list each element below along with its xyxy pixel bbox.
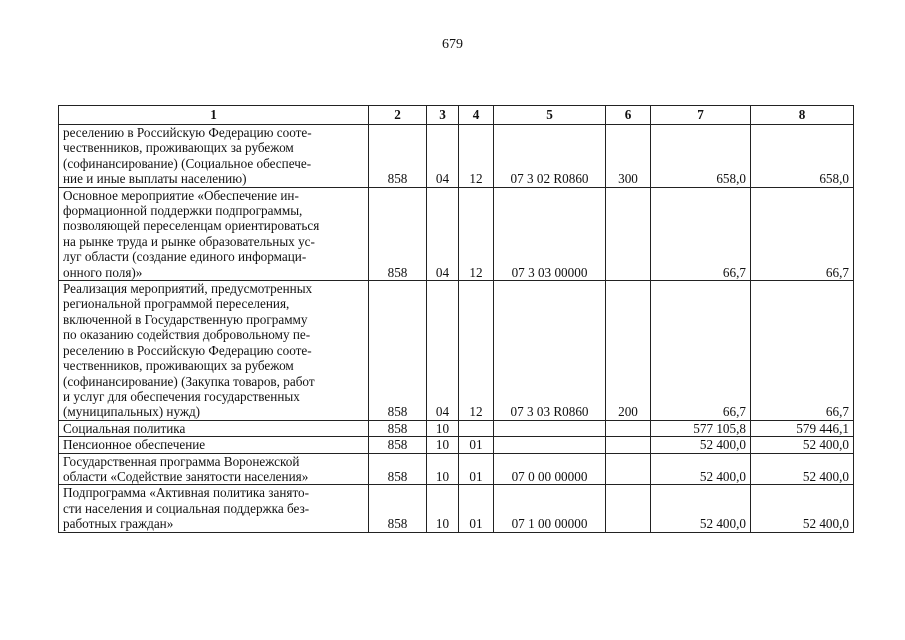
header-col-6: 6 — [606, 106, 651, 125]
item-name-line: сти населения и социальная поддержка без- — [63, 500, 310, 516]
cell-subsection: 12 — [459, 281, 494, 421]
item-name-line: Пенсионное обеспечение — [63, 437, 206, 453]
cell-amount-year1: 52 400,0 — [651, 437, 751, 453]
cell-amount-year1: 52 400,0 — [651, 453, 751, 485]
item-name-line: реселению в Российскую Федерацию сооте- — [63, 125, 312, 140]
cell-section: 04 — [427, 187, 459, 280]
item-name-line: Подпрограмма «Активная политика занято- — [63, 485, 310, 501]
item-name-line: формационной поддержки подпрограммы, — [63, 203, 303, 219]
cell-amount-year1: 577 105,8 — [651, 420, 751, 436]
cell-amount-year2: 658,0 — [751, 125, 854, 188]
header-col-8: 8 — [751, 106, 854, 125]
cell-amount-year1: 658,0 — [651, 125, 751, 188]
cell-target-article: 07 0 00 00000 — [494, 453, 606, 485]
cell-subsection: 12 — [459, 125, 494, 188]
item-name-line: Основное мероприятие «Обеспечение ин- — [63, 187, 299, 203]
item-name-line: (софинансирование) (Социальное обеспече- — [63, 155, 312, 171]
item-name-line: реселению в Российскую Федерацию сооте- — [63, 342, 312, 358]
cell-expense-type — [606, 437, 651, 453]
item-name-line: ние и иные выплаты населению) — [63, 171, 247, 187]
cell-expense-type: 300 — [606, 125, 651, 188]
item-name-line: работных граждан» — [63, 516, 174, 532]
item-name-line: чественников, проживающих за рубежом — [63, 358, 294, 374]
cell-subsection: 01 — [459, 437, 494, 453]
header-col-1: 1 — [59, 106, 369, 125]
item-name-line: Реализация мероприятий, предусмотренных — [63, 281, 313, 297]
cell-section: 10 — [427, 437, 459, 453]
table-row — [59, 485, 854, 532]
cell-target-article: 07 3 02 R0860 — [494, 125, 606, 188]
cell-expense-type — [606, 420, 651, 436]
cell-grbs: 858 — [369, 485, 427, 532]
cell-amount-year1: 66,7 — [651, 187, 751, 280]
item-name-line: области «Содействие занятости населения» — [63, 468, 309, 484]
cell-item-name — [59, 281, 369, 421]
cell-expense-type — [606, 485, 651, 532]
cell-amount-year2: 52 400,0 — [751, 453, 854, 485]
cell-grbs: 858 — [369, 453, 427, 485]
item-name-line: позволяющей переселенцам ориентироваться — [63, 218, 320, 234]
cell-expense-type — [606, 187, 651, 280]
table-row — [59, 437, 854, 453]
item-name-line: луг области (создание единого информаци- — [63, 249, 307, 265]
cell-section: 10 — [427, 420, 459, 436]
cell-item-name — [59, 125, 369, 188]
budget-table — [58, 105, 854, 533]
header-col-2: 2 — [369, 106, 427, 125]
cell-expense-type: 200 — [606, 281, 651, 421]
cell-subsection — [459, 420, 494, 436]
item-name-line: региональной программой переселения, — [63, 296, 290, 312]
table-row — [59, 187, 854, 280]
table-row — [59, 453, 854, 485]
cell-grbs: 858 — [369, 125, 427, 188]
cell-amount-year1: 66,7 — [651, 281, 751, 421]
item-name-line: по оказанию содействия добровольному пе- — [63, 327, 311, 343]
cell-section: 10 — [427, 453, 459, 485]
table-row — [59, 125, 854, 188]
cell-section: 04 — [427, 281, 459, 421]
cell-grbs: 858 — [369, 281, 427, 421]
cell-amount-year1: 52 400,0 — [651, 485, 751, 532]
header-col-5: 5 — [494, 106, 606, 125]
cell-subsection: 01 — [459, 485, 494, 532]
cell-grbs: 858 — [369, 420, 427, 436]
cell-item-name — [59, 187, 369, 280]
header-col-3: 3 — [427, 106, 459, 125]
page-number: 679 — [442, 37, 463, 52]
cell-target-article: 07 1 00 00000 — [494, 485, 606, 532]
cell-grbs: 858 — [369, 187, 427, 280]
table-row — [59, 420, 854, 436]
cell-item-name — [59, 485, 369, 532]
item-name-line: Государственная программа Воронежской — [63, 453, 300, 469]
cell-grbs: 858 — [369, 437, 427, 453]
cell-section: 10 — [427, 485, 459, 532]
item-name-line: онного поля)» — [63, 264, 143, 280]
cell-expense-type — [606, 453, 651, 485]
header-col-7: 7 — [651, 106, 751, 125]
header-col-4: 4 — [459, 106, 494, 125]
cell-amount-year2: 579 446,1 — [751, 420, 854, 436]
table-body — [59, 125, 854, 533]
item-name-line: (муниципальных) нужд) — [63, 404, 201, 420]
item-name-line: и услуг для обеспечения государственных — [63, 388, 300, 404]
cell-amount-year2: 66,7 — [751, 281, 854, 421]
cell-amount-year2: 52 400,0 — [751, 485, 854, 532]
item-name-line: (софинансирование) (Закупка товаров, работ — [63, 373, 315, 389]
cell-target-article: 07 3 03 R0860 — [494, 281, 606, 421]
cell-target-article — [494, 420, 606, 436]
cell-amount-year2: 66,7 — [751, 187, 854, 280]
cell-target-article: 07 3 03 00000 — [494, 187, 606, 280]
cell-amount-year2: 52 400,0 — [751, 437, 854, 453]
header-row — [59, 106, 854, 125]
cell-subsection: 01 — [459, 453, 494, 485]
cell-target-article — [494, 437, 606, 453]
item-name-line: на рынке труда и рынке образовательных ус- — [63, 233, 315, 249]
cell-section: 04 — [427, 125, 459, 188]
item-name-line: чественников, проживающих за рубежом — [63, 140, 294, 156]
cell-subsection: 12 — [459, 187, 494, 280]
item-name-line: включенной в Государственную программу — [63, 311, 308, 327]
cell-item-name — [59, 420, 369, 436]
cell-item-name — [59, 437, 369, 453]
item-name-line: Социальная политика — [63, 420, 186, 436]
cell-item-name — [59, 453, 369, 485]
table-row — [59, 281, 854, 421]
